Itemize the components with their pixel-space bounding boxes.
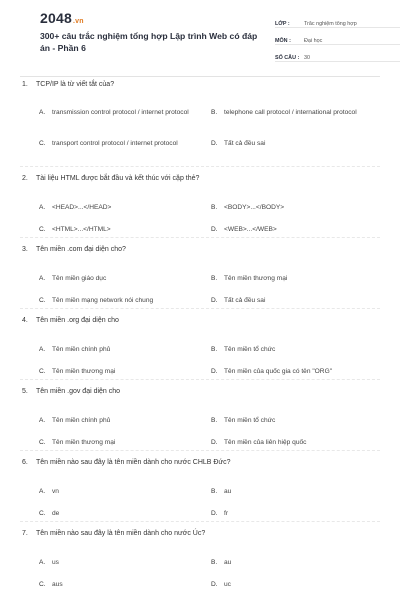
header-divider [20, 76, 380, 77]
option-letter: C. [39, 439, 46, 446]
answer-option-a[interactable] [39, 558, 192, 567]
logo-suffix: .vn [72, 18, 84, 25]
option-text: Tên miền của quốc gia có tên "ORG" [224, 368, 333, 375]
answer-option-b[interactable] [211, 558, 364, 567]
option-letter: D. [211, 226, 218, 233]
option-letter: D. [211, 368, 218, 375]
option-text: au [224, 488, 232, 495]
question-number: 5. [22, 388, 28, 395]
option-letter: C. [39, 297, 46, 304]
option-letter: D. [211, 581, 218, 588]
question-separator [20, 521, 380, 522]
option-text: Tên miền thương mại [52, 439, 116, 446]
option-letter: A. [39, 346, 46, 353]
question-number: 2. [22, 175, 28, 182]
option-letter: A. [39, 204, 46, 211]
question-text: Tên miền nào sau đây là tên miền dành cho nước CHLB Đức? [36, 459, 231, 466]
meta-value: Trắc nghiệm tổng hợp [304, 21, 357, 27]
question-number: 6. [22, 459, 28, 466]
option-letter: D. [211, 439, 218, 446]
answer-option-d[interactable] [211, 367, 364, 376]
option-text: <HEAD>...</HEAD> [52, 204, 112, 211]
answer-option-d[interactable] [211, 225, 364, 234]
question-number: 3. [22, 246, 28, 253]
question-number: 1. [22, 81, 28, 88]
option-text: Tên miền của liên hiệp quốc [224, 439, 307, 446]
answer-option-d[interactable] [211, 580, 364, 589]
answer-option-a[interactable] [39, 416, 192, 425]
question-text-line [20, 458, 380, 467]
question-2 [20, 174, 380, 233]
option-text: Tên miền thương mại [52, 368, 116, 375]
option-letter: B. [211, 488, 218, 495]
answer-option-b[interactable] [211, 487, 364, 496]
answer-option-d[interactable] [211, 139, 364, 148]
question-text-line [20, 316, 380, 325]
question-1 [20, 80, 380, 147]
answer-option-b[interactable] [211, 203, 364, 212]
option-text: Tên miền chính phủ [52, 346, 111, 353]
option-text: telephone call protocol / international protocol [224, 109, 357, 116]
option-letter: A. [39, 109, 46, 116]
site-logo[interactable] [40, 10, 84, 26]
question-7 [20, 529, 380, 588]
option-text: transport control protocol / internet protocol [52, 140, 178, 147]
meta-row-count [275, 48, 400, 62]
answer-option-c[interactable] [39, 367, 192, 376]
answer-option-b[interactable] [211, 108, 364, 117]
question-number: 4. [22, 317, 28, 324]
option-text: au [224, 559, 232, 566]
answer-option-a[interactable] [39, 108, 192, 117]
option-text: Tất cả đều sai [224, 297, 266, 304]
option-letter: B. [211, 275, 218, 282]
answer-option-a[interactable] [39, 203, 192, 212]
answer-option-b[interactable] [211, 274, 364, 283]
meta-value: Đại học [304, 38, 323, 44]
question-separator [20, 166, 380, 167]
question-separator [20, 308, 380, 309]
meta-key: SỐ CÂU : [275, 55, 300, 61]
option-letter: C. [39, 581, 46, 588]
answer-option-a[interactable] [39, 274, 192, 283]
question-separator [20, 237, 380, 238]
option-letter: B. [211, 204, 218, 211]
meta-key: LỚP : [275, 21, 290, 27]
answer-option-a[interactable] [39, 345, 192, 354]
option-text: us [52, 559, 59, 566]
answer-option-c[interactable] [39, 225, 192, 234]
option-letter: C. [39, 226, 46, 233]
meta-value: 30 [304, 55, 310, 61]
meta-row-subject [275, 31, 400, 45]
option-letter: A. [39, 275, 46, 282]
question-text-line [20, 174, 380, 183]
option-letter: C. [39, 510, 46, 517]
option-text: fr [224, 510, 229, 517]
document-title: 300+ câu trắc nghiệm tổng hợp Lập trình Web có đáp án - Phần 6 [40, 31, 258, 53]
option-text: Tên miền giáo dục [52, 275, 107, 282]
option-text: Tên miền mạng network nói chung [52, 297, 154, 304]
question-number: 7. [22, 530, 28, 537]
answer-option-c[interactable] [39, 509, 192, 518]
option-text: transmission control protocol / internet protocol [52, 109, 189, 116]
option-text: uc [224, 581, 231, 588]
option-text: <WEB>...</WEB> [224, 226, 277, 233]
option-text: Tên miền thương mại [224, 275, 288, 282]
question-separator [20, 450, 380, 451]
option-text: vn [52, 488, 59, 495]
question-6 [20, 458, 380, 517]
option-text: <BODY>...</BODY> [224, 204, 285, 211]
question-5 [20, 387, 380, 446]
option-text: Tất cả đều sai [224, 140, 266, 147]
question-3 [20, 245, 380, 304]
question-text: Tên miền .com đại diện cho? [36, 246, 126, 253]
question-text: Tài liệu HTML được bắt đầu và kết thúc với cặp thẻ? [36, 175, 200, 182]
option-letter: D. [211, 510, 218, 517]
option-letter: C. [39, 368, 46, 375]
answer-option-d[interactable] [211, 438, 364, 447]
answer-option-c[interactable] [39, 580, 192, 589]
option-letter: D. [211, 140, 218, 147]
question-text-line [20, 529, 380, 538]
option-text: <HTML>...</HTML> [52, 226, 111, 233]
option-letter: C. [39, 140, 46, 147]
option-text: aus [52, 581, 63, 588]
question-text-line [20, 387, 380, 396]
option-text: Tên miền chính phủ [52, 417, 111, 424]
answer-option-c[interactable] [39, 139, 192, 148]
answer-option-a[interactable] [39, 487, 192, 496]
option-letter: B. [211, 417, 218, 424]
option-letter: A. [39, 559, 46, 566]
answer-option-b[interactable] [211, 345, 364, 354]
document-meta [275, 14, 400, 65]
question-text: Tên miền nào sau đây là tên miền dành cho nước Úc? [36, 530, 206, 537]
option-text: Tên miền tổ chức [224, 346, 276, 353]
document-header [20, 0, 380, 76]
answer-option-c[interactable] [39, 438, 192, 447]
meta-key: MÔN : [275, 38, 291, 44]
option-letter: B. [211, 109, 218, 116]
answer-option-d[interactable] [211, 509, 364, 518]
option-letter: B. [211, 559, 218, 566]
option-letter: A. [39, 488, 46, 495]
question-text-line [20, 245, 380, 254]
option-letter: D. [211, 297, 218, 304]
answer-option-b[interactable] [211, 416, 364, 425]
answer-option-c[interactable] [39, 296, 192, 305]
answer-option-d[interactable] [211, 296, 364, 305]
option-letter: A. [39, 417, 46, 424]
question-separator [20, 379, 380, 380]
question-text-line [20, 80, 380, 89]
option-text: Tên miền tổ chức [224, 417, 276, 424]
question-text: Tên miền .gov đại diện cho [36, 388, 121, 395]
question-4 [20, 316, 380, 375]
meta-row-class [275, 14, 400, 28]
option-letter: B. [211, 346, 218, 353]
question-text: TCP/IP là từ viết tắt của? [36, 81, 115, 88]
question-text: Tên miền .org đại diện cho [36, 317, 119, 324]
option-text: de [52, 510, 60, 517]
logo-text: 2048 [40, 10, 72, 26]
